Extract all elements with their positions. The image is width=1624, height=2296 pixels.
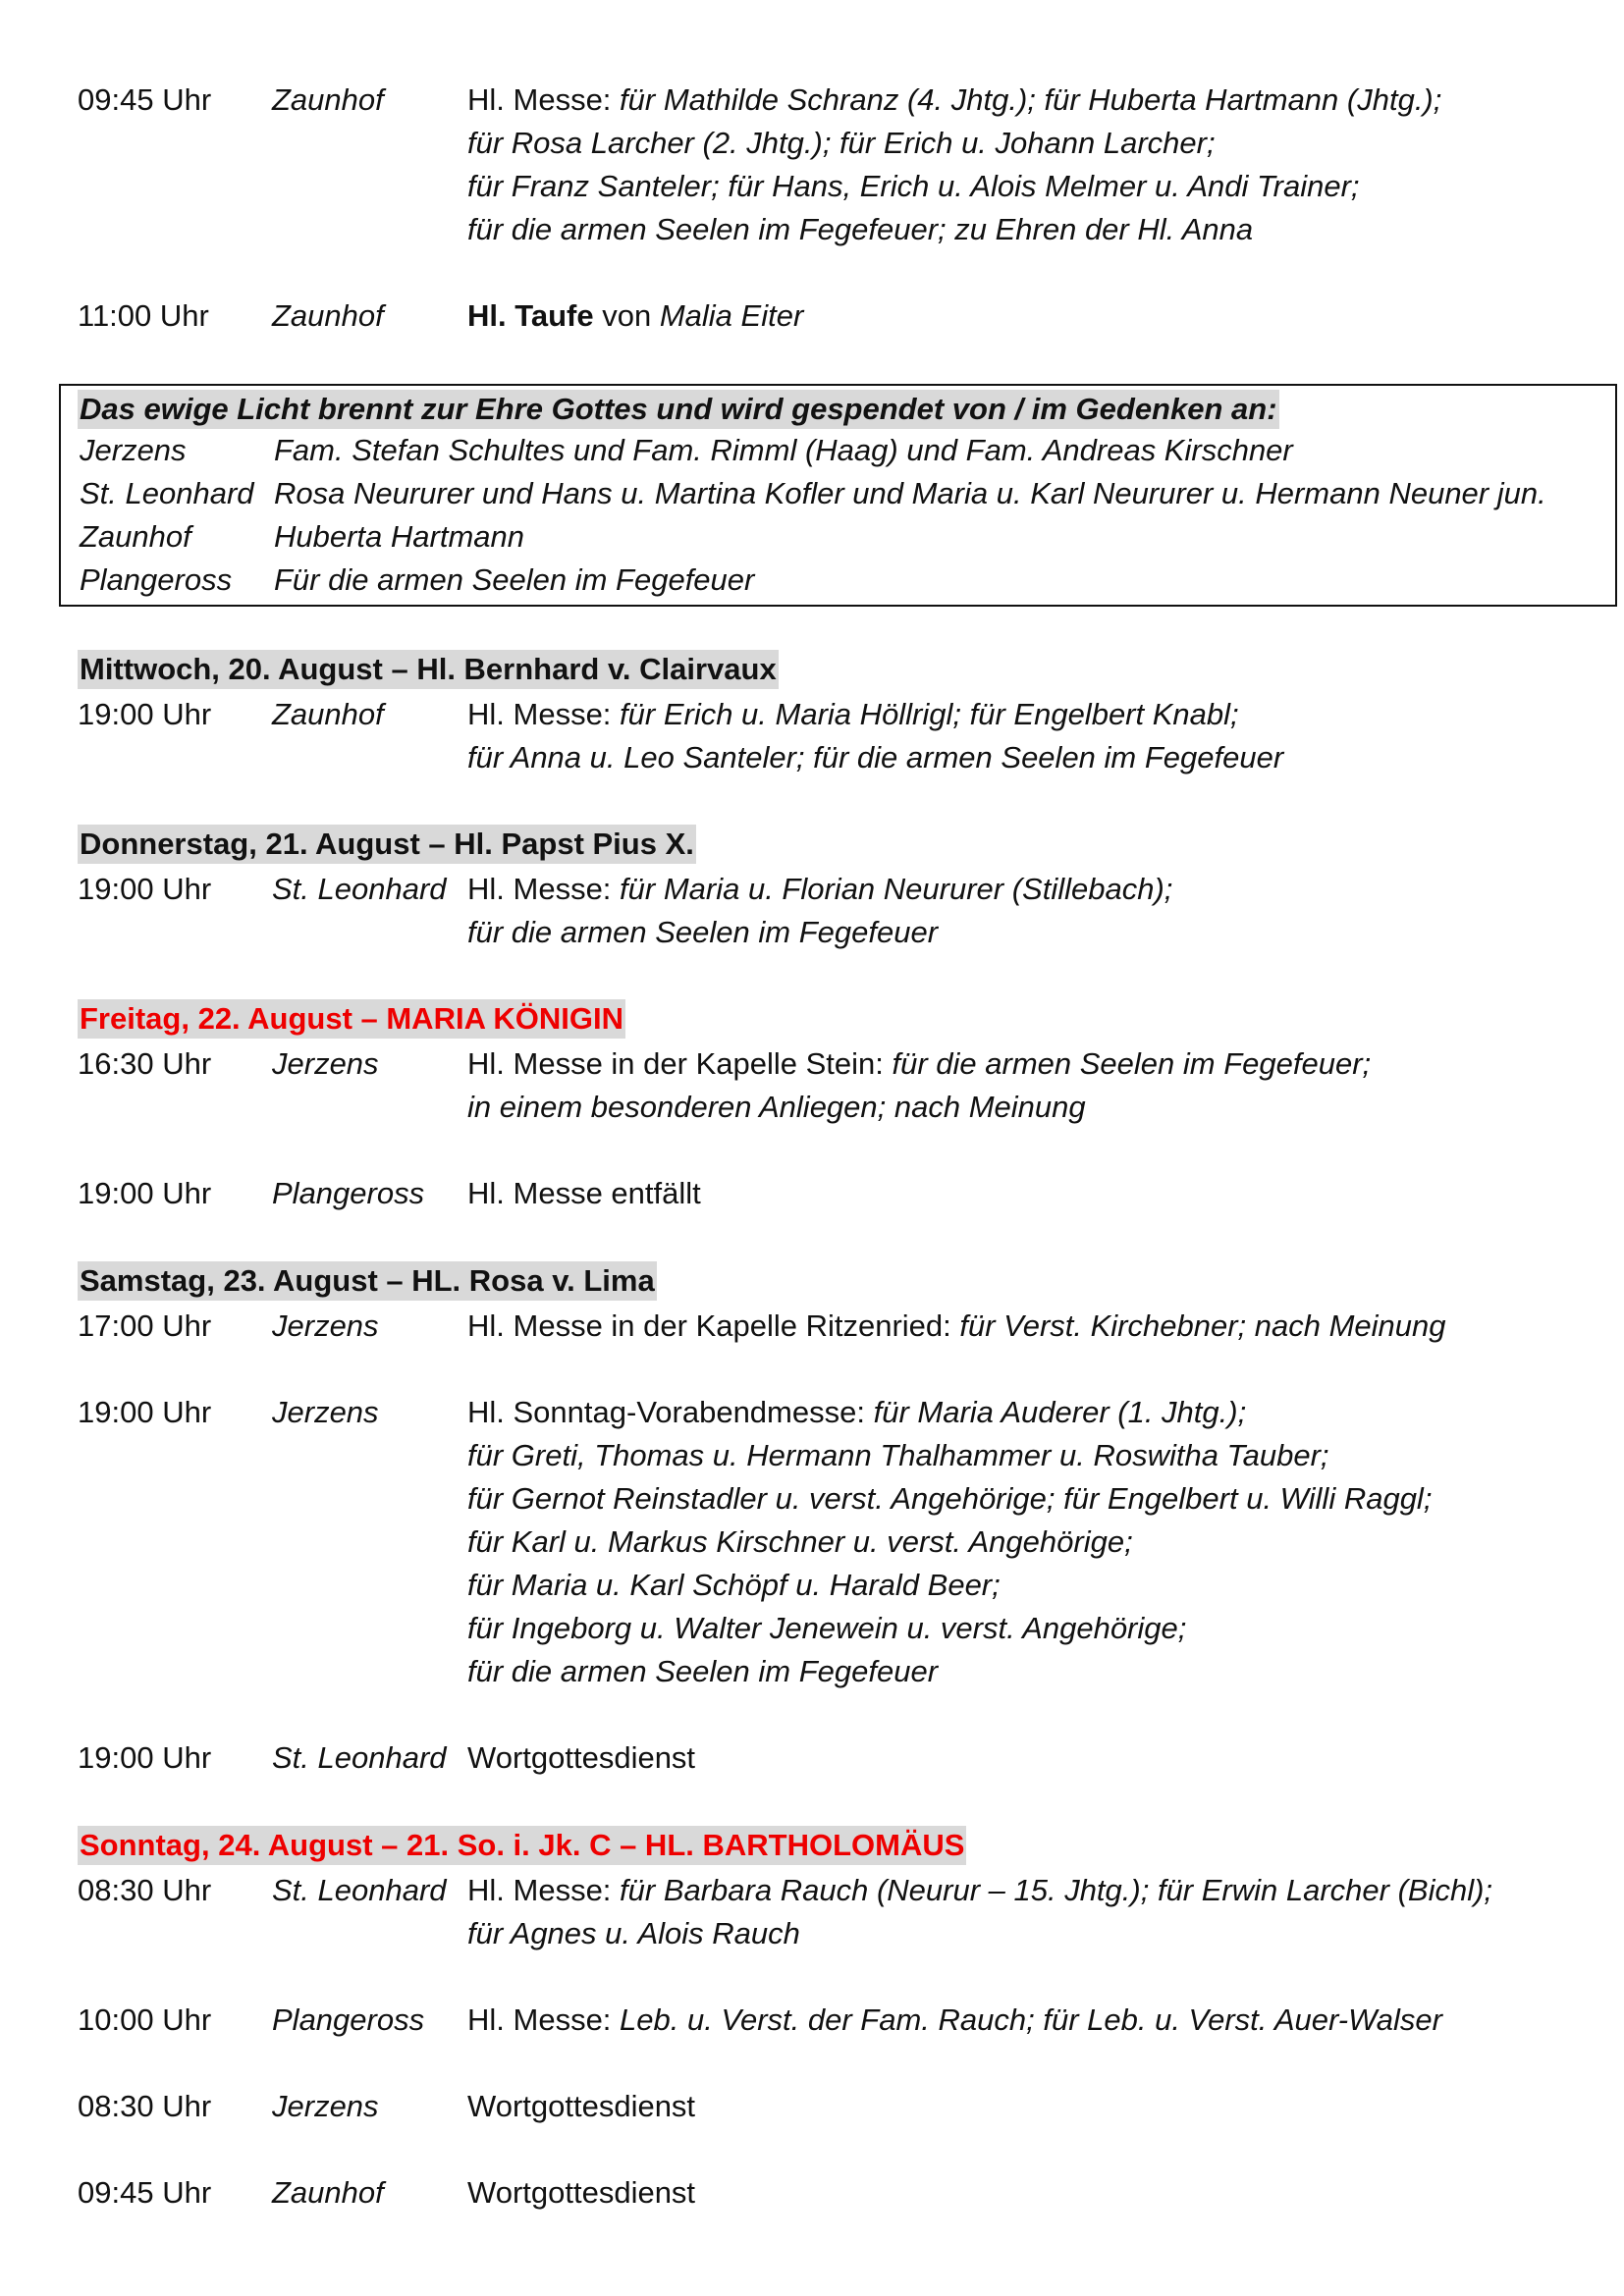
service-type: Hl. Messe entfällt <box>467 1176 701 1210</box>
service-type: Hl. Taufe <box>467 298 594 333</box>
service-intention: für die armen Seelen im Fegefeuer <box>467 1654 939 1688</box>
service-place: Jerzens <box>272 1046 379 1081</box>
service-time: 08:30 Uhr <box>78 1873 212 1907</box>
service-entry <box>78 79 1609 122</box>
service-connector: von <box>593 298 660 333</box>
service-time: 17:00 Uhr <box>78 1308 212 1343</box>
service-time: 08:30 Uhr <box>78 2089 212 2123</box>
service-intention-line <box>78 1477 1609 1521</box>
service-place: Zaunhof <box>272 298 384 333</box>
feast-day-heading: Freitag, 22. August – MARIA KÖNIGIN <box>78 999 625 1039</box>
service-intention-line <box>78 208 1609 251</box>
service-entry <box>78 294 1609 338</box>
service-time: 11:00 Uhr <box>78 298 209 333</box>
service-place: St. Leonhard <box>272 1740 447 1775</box>
service-intention-line <box>78 165 1609 208</box>
service-description <box>467 693 1239 736</box>
service-description <box>467 79 1441 122</box>
service-intention: Malia Eiter <box>659 298 804 333</box>
service-intention-line <box>78 1434 1609 1477</box>
service-entry <box>78 868 1609 911</box>
service-place: Jerzens <box>272 2089 379 2123</box>
service-intention: für die armen Seelen im Fegefeuer; zu Ehren der Hl. Anna <box>467 212 1254 246</box>
feast-day-heading: Sonntag, 24. August – 21. So. i. Jk. C – HL. BARTHOLOMÄUS <box>78 1826 966 1865</box>
service-type: Hl. Messe: <box>467 697 621 731</box>
service-description <box>467 1999 1442 2042</box>
service-time: 19:00 Uhr <box>78 1740 212 1775</box>
service-type: Hl. Messe in der Kapelle Stein: <box>467 1046 893 1081</box>
service-intention: für Maria u. Florian Neururer (Stillebach); <box>620 872 1173 906</box>
eternal-light-title: Das ewige Licht brennt zur Ehre Gottes und wird gespendet von / im Gedenken an: <box>78 390 1279 429</box>
service-place: Plangeross <box>272 1176 425 1210</box>
service-intention-line <box>78 1086 1609 1129</box>
eternal-light-place: Zaunhof <box>80 519 191 554</box>
service-intention: Leb. u. Verst. der Fam. Rauch; für Leb. u. Verst. Auer-Walser <box>620 2002 1442 2037</box>
service-intention: für Verst. Kirchebner; nach Meinung <box>959 1308 1446 1343</box>
service-intention: für die armen Seelen im Fegefeuer <box>467 915 939 949</box>
service-time: 09:45 Uhr <box>78 2175 212 2210</box>
service-time: 09:45 Uhr <box>78 82 212 117</box>
eternal-light-place: Plangeross <box>80 562 233 597</box>
service-entry <box>78 1869 1609 1912</box>
day-heading: Mittwoch, 20. August – Hl. Bernhard v. Clairvaux <box>78 650 779 689</box>
eternal-light-donor: Fam. Stefan Schultes und Fam. Rimml (Haag) und Fam. Andreas Kirschner <box>274 433 1293 467</box>
service-intention-line <box>78 911 1609 954</box>
service-entry <box>78 693 1609 736</box>
service-description <box>467 868 1172 911</box>
service-intention: für Franz Santeler; für Hans, Erich u. Alois Melmer u. Andi Trainer; <box>467 169 1360 203</box>
service-intention: für Gernot Reinstadler u. verst. Angehörige; für Engelbert u. Willi Raggl; <box>467 1481 1433 1516</box>
service-type: Hl. Messe: <box>467 872 621 906</box>
service-intention-line <box>78 1521 1609 1564</box>
service-intention: für Erich u. Maria Höllrigl; für Engelbert Knabl; <box>620 697 1239 731</box>
service-type: Hl. Messe: <box>467 2002 621 2037</box>
service-place: St. Leonhard <box>272 872 447 906</box>
service-entry <box>78 2085 1609 2128</box>
service-time: 19:00 Uhr <box>78 1176 212 1210</box>
eternal-light-place: Jerzens <box>80 433 187 467</box>
service-time: 19:00 Uhr <box>78 697 212 731</box>
service-place: Plangeross <box>272 2002 425 2037</box>
service-time: 19:00 Uhr <box>78 872 212 906</box>
service-time: 19:00 Uhr <box>78 1395 212 1429</box>
eternal-light-place: St. Leonhard <box>80 476 254 510</box>
eternal-light-box <box>59 384 1617 607</box>
service-entry <box>78 1999 1609 2042</box>
service-time: 10:00 Uhr <box>78 2002 212 2037</box>
service-entry <box>78 1172 1609 1215</box>
service-intention: für Anna u. Leo Santeler; für die armen Seelen im Fegefeuer <box>467 740 1284 774</box>
service-place: Zaunhof <box>272 697 384 731</box>
service-intention-line <box>78 122 1609 165</box>
service-description <box>467 1869 1492 1912</box>
service-intention: in einem besonderen Anliegen; nach Meinung <box>467 1090 1086 1124</box>
service-intention-line <box>78 1607 1609 1650</box>
service-intention: für Karl u. Markus Kirschner u. verst. Angehörige; <box>467 1524 1133 1559</box>
service-place: Jerzens <box>272 1395 379 1429</box>
service-type: Hl. Sonntag-Vorabendmesse: <box>467 1395 874 1429</box>
service-description <box>467 1391 1246 1434</box>
service-intention: für Rosa Larcher (2. Jhtg.); für Erich u. Johann Larcher; <box>467 126 1216 160</box>
service-intention-line <box>78 1912 1609 1955</box>
eternal-light-row <box>80 515 1611 559</box>
day-heading: Donnerstag, 21. August – Hl. Papst Pius X. <box>78 825 696 864</box>
service-entry <box>78 1042 1609 1086</box>
service-entry <box>78 2171 1609 2215</box>
service-intention: für Barbara Rauch (Neurur – 15. Jhtg.); für Erwin Larcher (Bichl); <box>620 1873 1493 1907</box>
eternal-light-donor: Huberta Hartmann <box>274 519 525 554</box>
service-place: St. Leonhard <box>272 1873 447 1907</box>
eternal-light-donor: Rosa Neururer und Hans u. Martina Kofler und Maria u. Karl Neururer u. Hermann Neuner jun. <box>274 476 1546 510</box>
service-intention-line <box>78 1650 1609 1693</box>
service-place: Jerzens <box>272 1308 379 1343</box>
service-intention-line <box>78 736 1609 779</box>
service-type: Wortgottesdienst <box>467 2175 696 2210</box>
service-place: Zaunhof <box>272 82 384 117</box>
service-place: Zaunhof <box>272 2175 384 2210</box>
service-entry <box>78 1736 1609 1780</box>
service-intention: für Maria Auderer (1. Jhtg.); <box>873 1395 1247 1429</box>
service-description <box>467 294 803 338</box>
service-intention-line <box>78 1564 1609 1607</box>
service-type: Wortgottesdienst <box>467 1740 696 1775</box>
eternal-light-donor: Für die armen Seelen im Fegefeuer <box>274 562 755 597</box>
day-heading: Samstag, 23. August – HL. Rosa v. Lima <box>78 1261 657 1301</box>
service-intention: für die armen Seelen im Fegefeuer; <box>892 1046 1372 1081</box>
service-intention: für Greti, Thomas u. Hermann Thalhammer u. Roswitha Tauber; <box>467 1438 1329 1472</box>
eternal-light-row <box>80 559 1611 602</box>
service-type: Wortgottesdienst <box>467 2089 696 2123</box>
service-time: 16:30 Uhr <box>78 1046 212 1081</box>
service-intention: für Maria u. Karl Schöpf u. Harald Beer; <box>467 1568 1001 1602</box>
service-intention: für Ingeborg u. Walter Jenewein u. verst. Angehörige; <box>467 1611 1187 1645</box>
eternal-light-row <box>80 472 1611 515</box>
service-description <box>467 1305 1446 1348</box>
service-entry <box>78 1391 1609 1434</box>
service-entry <box>78 1305 1609 1348</box>
service-type: Hl. Messe: <box>467 82 621 117</box>
service-type: Hl. Messe: <box>467 1873 621 1907</box>
service-intention: für Mathilde Schranz (4. Jhtg.); für Huberta Hartmann (Jhtg.); <box>620 82 1442 117</box>
service-description <box>467 1042 1371 1086</box>
service-intention: für Agnes u. Alois Rauch <box>467 1916 800 1950</box>
service-type: Hl. Messe in der Kapelle Ritzenried: <box>467 1308 960 1343</box>
eternal-light-row <box>80 429 1611 472</box>
